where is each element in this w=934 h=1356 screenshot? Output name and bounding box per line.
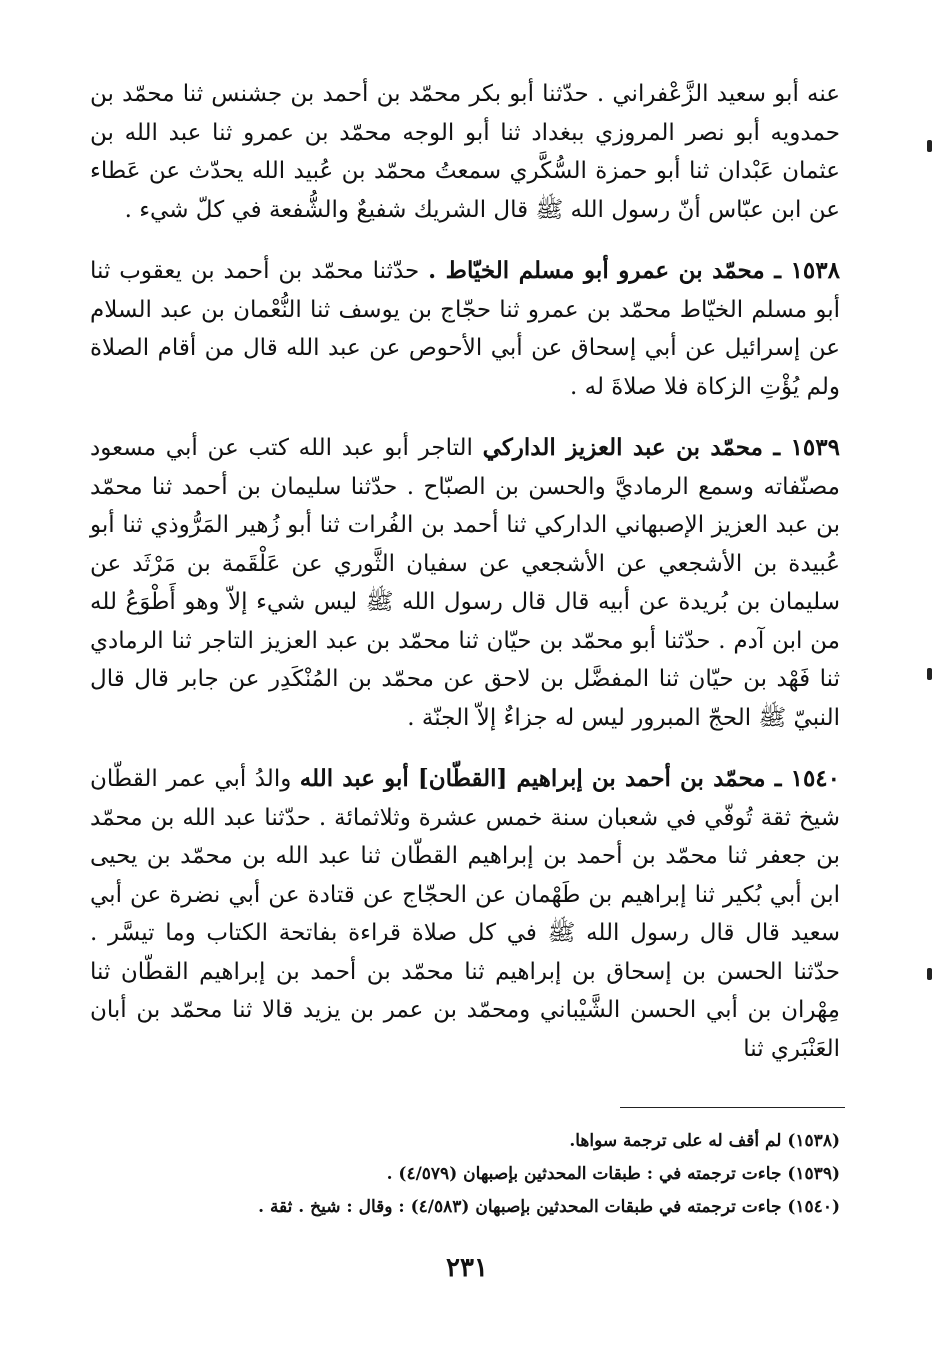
page-number: ٢٣١ xyxy=(446,1253,488,1283)
footnotes xyxy=(90,1125,840,1224)
footnote-1539: (١٥٣٩) جاءت ترجمته في : طبقات المحدثين بإصبهان (٤/٥٧٩) . xyxy=(386,1164,840,1184)
entry-1538 xyxy=(90,252,840,406)
entry-1539 xyxy=(90,429,840,737)
entry-1540 xyxy=(90,760,840,1068)
entry-text: حدّثنا محمّد بن أحمد بن يعقوب ثنا أبو مسلم الخيّاط محمّد بن عمرو ثنا حجّاج بن يوسف ثنا النُّعْمان بن عبد السلام عن إسرائيل عن أبي إسحاق عن أبي الأحوص عن عبد الله قال من أقام الصلاة ولم يُؤْتِ الزكاة فلا صلاةَ له . xyxy=(90,258,840,400)
main-text xyxy=(90,75,840,1091)
footnote-divider xyxy=(620,1107,845,1108)
margin-mark xyxy=(927,968,932,980)
entry-text: التاجر أبو عبد الله كتب عن أبي مسعود مصنّفاته وسمع الرماديَّ والحسن بن الصبّاح . حدّثنا سليمان بن أحمد ثنا محمّد بن عبد العزيز الإصبهاني الداركي ثنا أحمد بن الفُرات ثنا أبو زُهير المَرُّوذي ثنا أبو عُبيدة بن الأشجعي عن الأشجعي عن سفيان الثَّوري عن عَلْقَمة بن مَرْثَد عن سليمان بن بُريدة عن أبيه قال قال رسول الله ﷺ ليس شيء إلاّ وهو أَطْوَعُ لله من ابن آدم . حدّثنا أبو محمّد بن حيّان ثنا محمّد بن عبد العزيز التاجر ثنا الرمادي ثنا فَهْد بن حيّان ثنا المفضَّل بن لاحق عن محمّد بن المُنْكَدِر عن جابر قال قال النبيّ ﷺ الحجّ المبرور ليس له جزاءٌ إلاّ الجنّة . xyxy=(90,435,840,731)
footnote-1538: (١٥٣٨) لم أقف له على ترجمة سواها. xyxy=(569,1131,840,1151)
margin-mark xyxy=(927,668,932,680)
entry-heading: ١٥٤٠ ـ محمّد بن أحمد بن إبراهيم [القطّان] أبو عبد الله xyxy=(299,765,841,792)
footnote-1540: (١٥٤٠) جاءت ترجمته في طبقات المحدثين بإصبهان (٤/٥٨٣) : وقال : شيخ . ثقة . xyxy=(258,1197,840,1217)
paragraph-continuation xyxy=(90,75,840,229)
margin-mark xyxy=(927,140,932,152)
paragraph-text: عنه أبو سعيد الزَّعْفراني . حدّثنا أبو بكر محمّد بن أحمد بن جشنس ثنا محمّد بن حمدويه أبو نصر المروزي ببغداد ثنا أبو الوجه محمّد بن عمرو ثنا عبد الله بن عثمان عَبْدان ثنا أبو حمزة السُّكَّري سمعتُ محمّد بن عُبيد الله يحدّث عن عَطاء عن ابن عبّاس أنّ رسول الله ﷺ قال الشريك شفيعٌ والشُّفعة في كلّ شيء . xyxy=(90,81,840,223)
entry-heading: ١٥٣٩ ـ محمّد بن عبد العزيز الداركي xyxy=(482,434,840,461)
entry-heading: ١٥٣٨ ـ محمّد بن عمرو أبو مسلم الخيّاط . xyxy=(428,257,840,284)
entry-text: والدُ أبي عمر القطّان شيخ ثقة تُوفّي في شعبان سنة خمس عشرة وثلاثمائة . حدّثنا عبد الله بن محمّد بن جعفر ثنا محمّد بن أحمد بن إبراهيم القطّان ثنا عبد الله بن محمّد بن يحيى ابن أبي بُكير ثنا إبراهيم بن طَهْمان عن الحجّاج عن قتادة عن أبي نضرة عن أبي سعيد قال قال رسول الله ﷺ في كل صلاة قراءة بفاتحة الكتاب وما تيسَّر . حدّثنا الحسن بن إسحاق بن إبراهيم ثنا محمّد بن أحمد بن إبراهيم القطّان ثنا مِهْران بن أبي الحسن الشَّيْباني ومحمّد بن عمر بن يزيد قالا ثنا محمّد بن أبان العَنْبَري ثنا xyxy=(90,766,840,1062)
